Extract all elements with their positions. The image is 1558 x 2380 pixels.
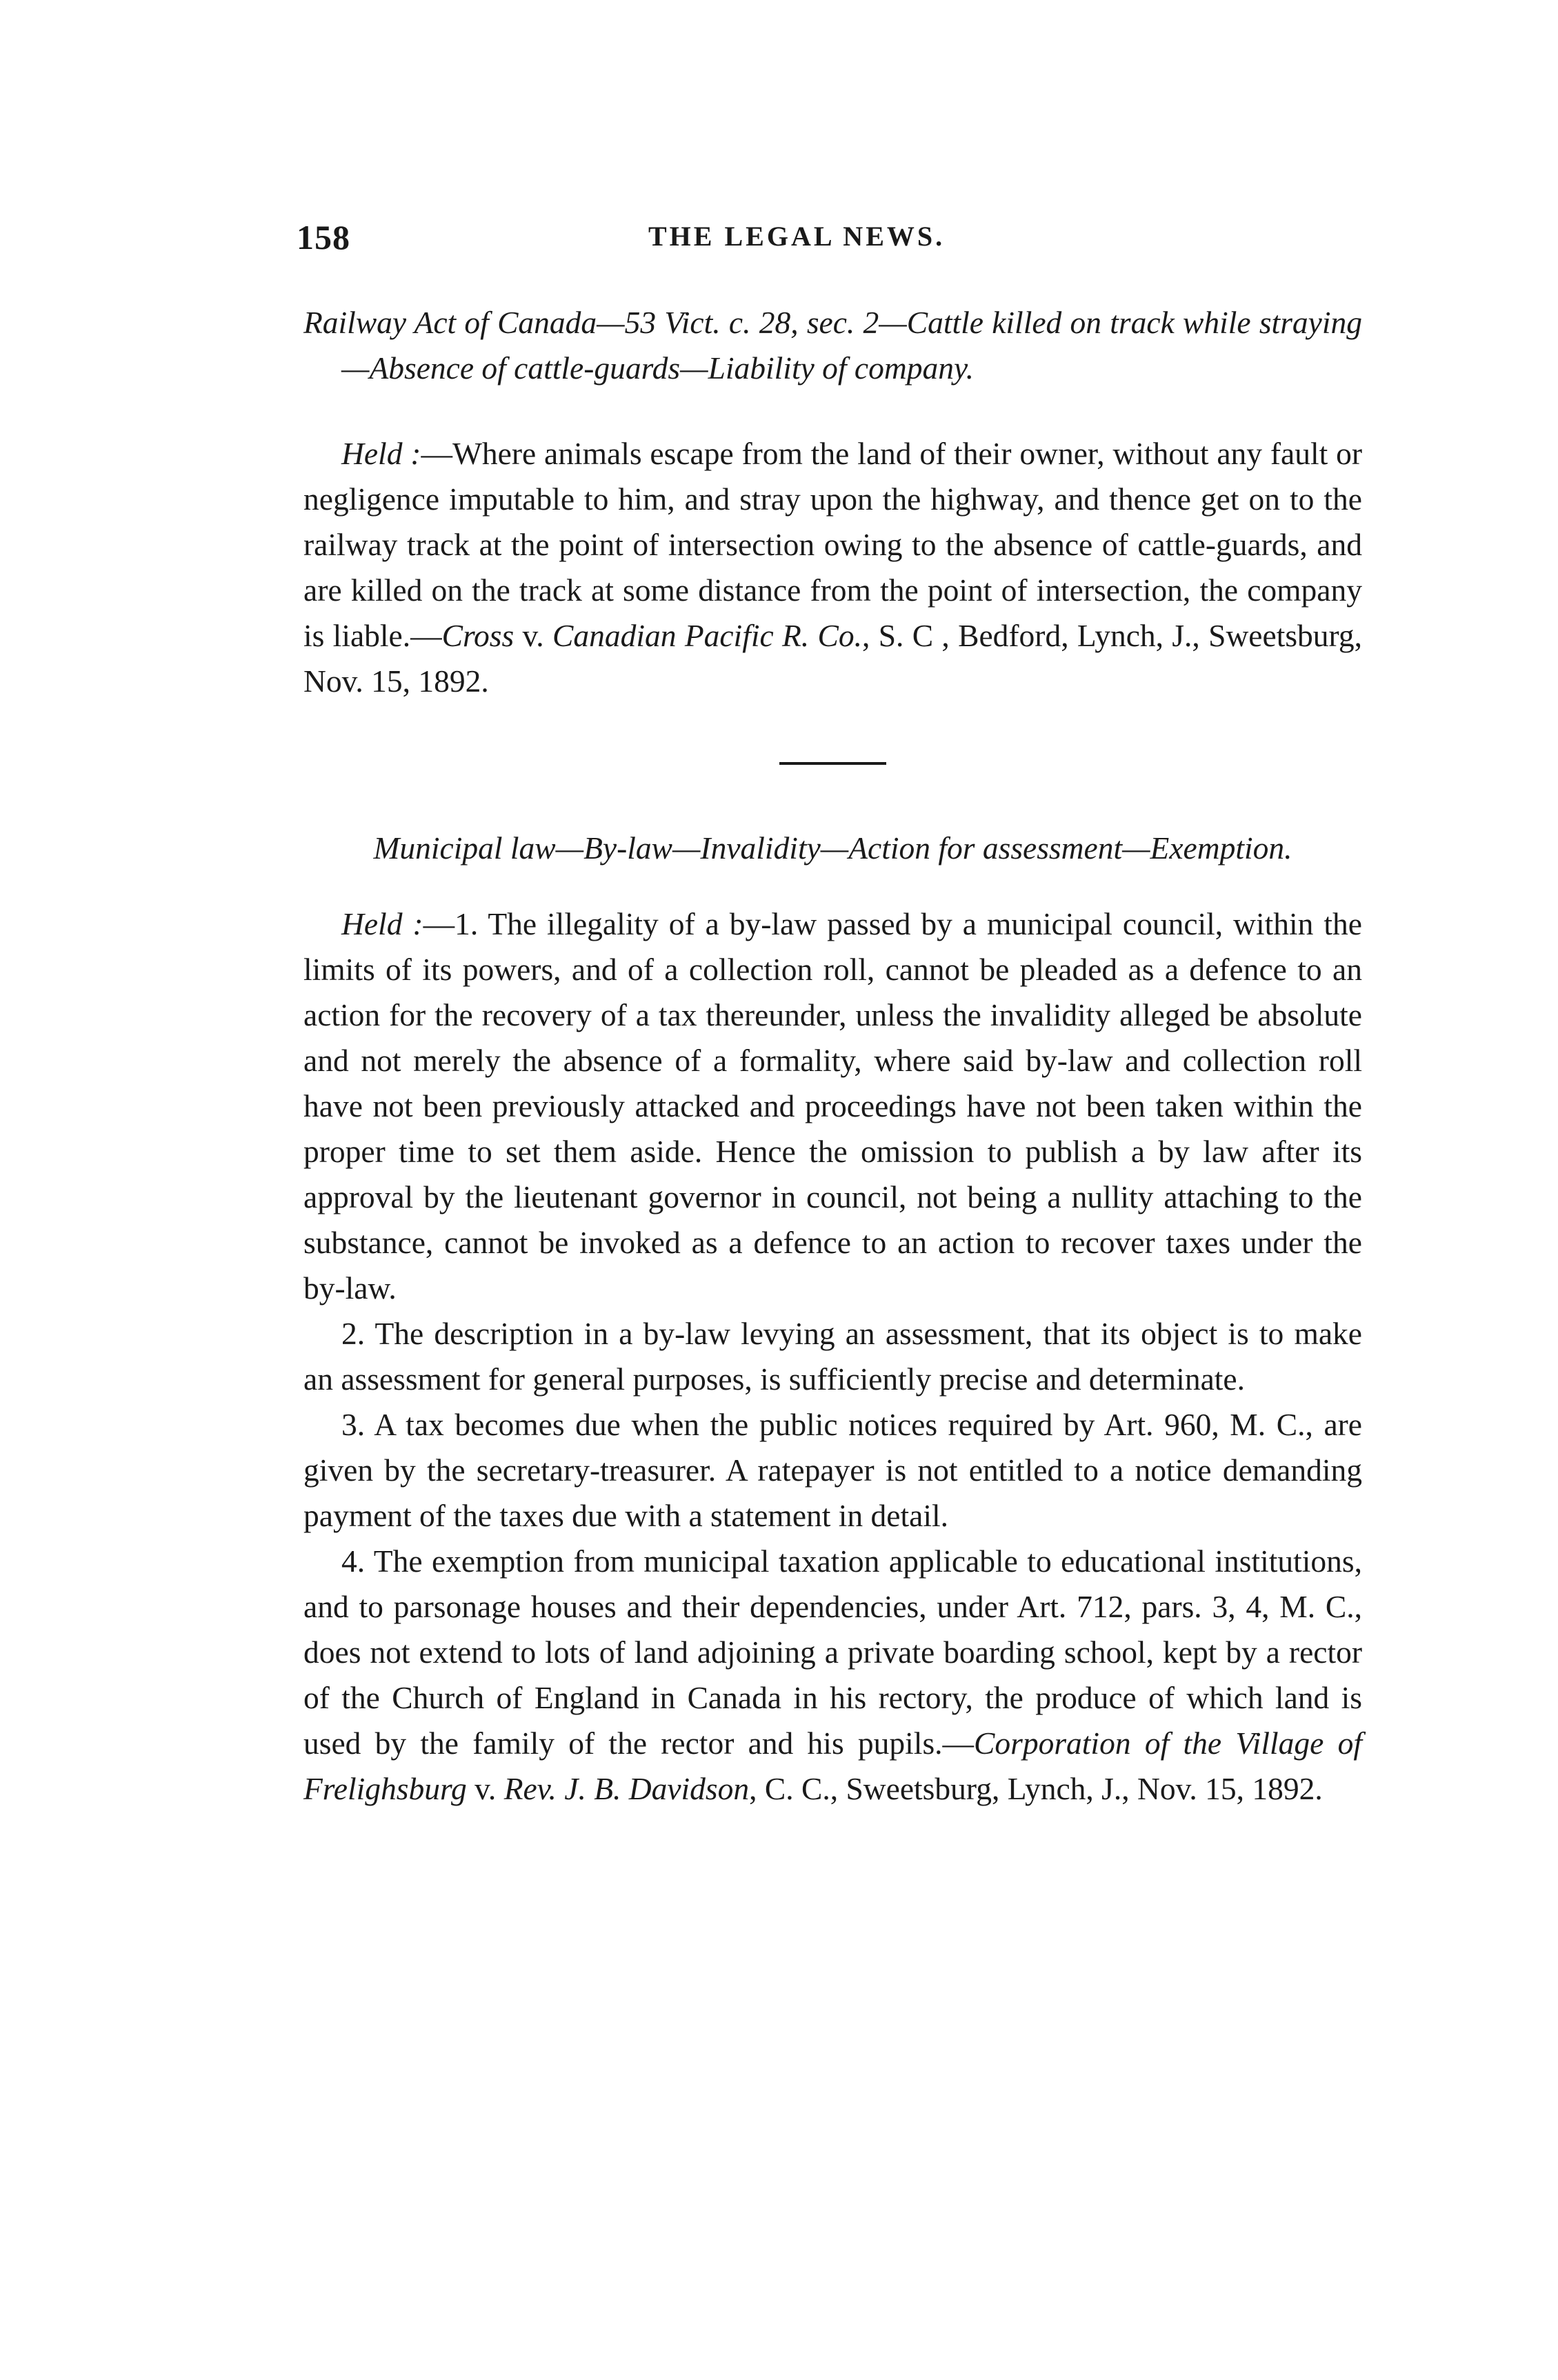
case-railway-cattle bbox=[303, 300, 1362, 704]
versus-text: v. bbox=[514, 618, 552, 653]
held-point-1 bbox=[303, 901, 1362, 1311]
held-point-4 bbox=[303, 1539, 1362, 1812]
case-headnote: Railway Act of Canada—53 Vict. c. 28, sec. 2—Cattle killed on track while straying—Absence of cattle-guards—Liability of company. bbox=[303, 305, 1362, 386]
running-head bbox=[297, 217, 1366, 259]
party-name: Canadian Pacific R. Co. bbox=[552, 618, 862, 653]
held-text: 4. The exemption from municipal taxation applicable to educational institutions, and to parsonage houses and their dependencies, under Art. 712, pars. 3, 4, M. C., does not extend to lots of land adjoining a private boarding school, kept by a rector of the Church of England in Canada in his rectory, the produce of which land is used by the family of the rector and his pupils.— bbox=[303, 1543, 1362, 1761]
held-point-3: 3. A tax becomes due when the public notices required by Art. 960, M. C., are given by the secretary-treasurer. A ratepayer is not entitled to a notice demanding payment of the taxes due with a statement in detail. bbox=[303, 1407, 1362, 1533]
party-name: Rev. J. B. Davidson bbox=[503, 1771, 750, 1806]
held-text: —Where animals escape from the land of their owner, without any fault or negligence imputable to him, and stray upon the highway, and thence get on to the railway track at the point of intersection owing to the absence of cattle-guards, and are killed on the track at some distance from the point of intersection, the company is liable.— bbox=[303, 436, 1362, 653]
held-label: Held : bbox=[341, 436, 421, 471]
journal-title: THE LEGAL NEWS. bbox=[648, 221, 946, 252]
case-municipal-bylaw bbox=[303, 826, 1362, 1812]
held-text: —1. The illegality of a by-law passed by a municipal council, within the limits of its powers, and of a collection roll, cannot be pleaded as a defence to an action for the recovery of a tax thereunder, unless the invalidity alleged be absolute and not merely the absence of a formality, where said by-law and collection roll have not been previously attacked and proceedings have not been taken within the proper time to set them aside. Hence the omission to publish a by law after its approval by the lieutenant governor in council, not being a nullity attaching to the substance, cannot be invoked as a defence to an action to recover taxes under the by-law. bbox=[303, 906, 1362, 1306]
case-citation: , C. C., Sweetsburg, Lynch, J., Nov. 15, 1892. bbox=[749, 1771, 1323, 1806]
held-label: Held : bbox=[341, 906, 423, 941]
page-content bbox=[303, 300, 1362, 1812]
case-headnote: Municipal law—By-law—Invalidity—Action for assessment—Exemption. bbox=[373, 830, 1292, 866]
page-number: 158 bbox=[297, 218, 350, 257]
case-citation: , S. C , Bedford, Lynch, J., Sweetsburg, Nov. 15, 1892. bbox=[303, 618, 1362, 699]
held-point-2: 2. The description in a by-law levying an assessment, that its object is to make an assessment for general purposes, is sufficiently precise and determinate. bbox=[303, 1316, 1362, 1397]
versus-text: v. bbox=[466, 1771, 504, 1806]
case-name: Cross bbox=[441, 618, 515, 653]
section-divider bbox=[779, 762, 886, 765]
case-name: Corporation of the Village of Frelighsburg bbox=[303, 1726, 1362, 1806]
held-paragraph bbox=[303, 431, 1362, 704]
